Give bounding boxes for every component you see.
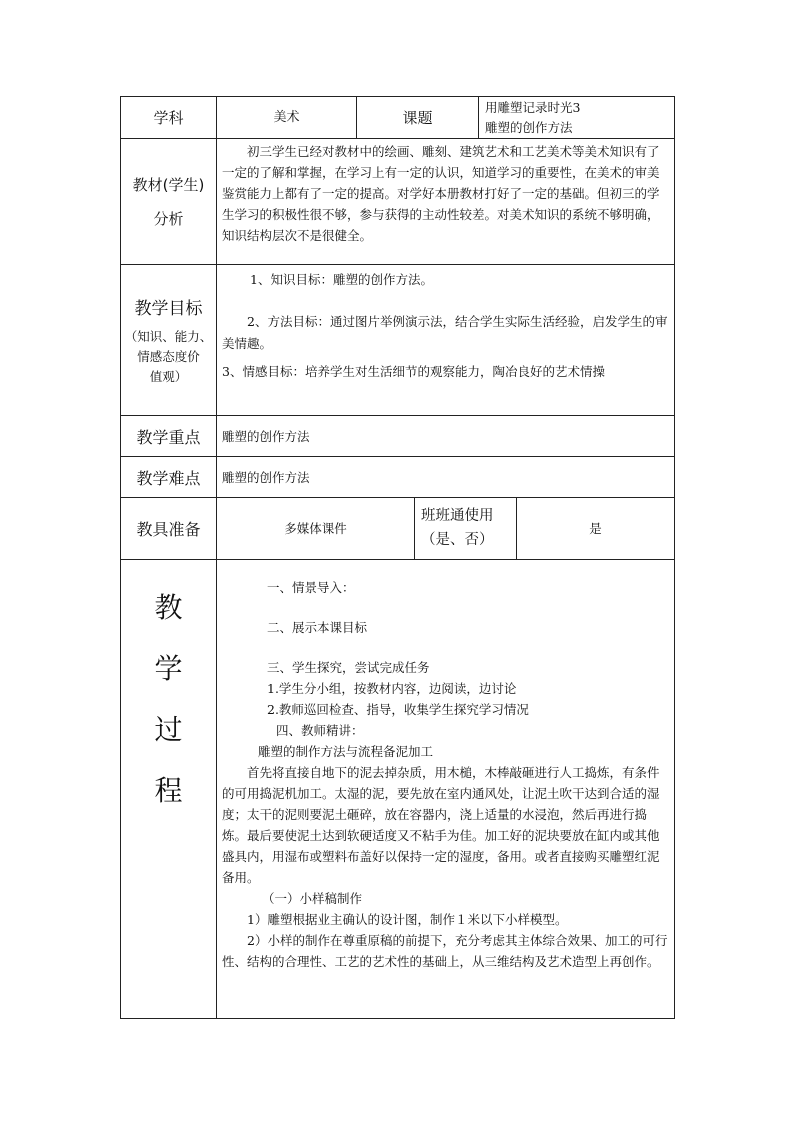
process-label [121, 560, 217, 1019]
analysis-text: 初三学生已经对教材中的绘画、雕刻、建筑艺术和工艺美术等美术知识有了一定的了解和掌握，在学习上有一定的认识，知道学习的重要性，在美术的审美鉴赏能力上都有了一定的提高。对学好本册教材打好了一定的基础。但初三的学生学习的积极性很不够，参与获得的主动性较差。对美术知识的系统不够明确，知识结构层次不是很健全。 [222, 144, 660, 243]
tools-row [121, 498, 675, 560]
tools-label: 教具准备 [121, 498, 217, 560]
lesson-plan-table [120, 96, 675, 1019]
process-row [121, 560, 675, 1019]
header-row [121, 97, 675, 139]
objectives-label-main: 教学目标 [134, 298, 203, 319]
subject-value: 美术 [217, 97, 357, 139]
analysis-label-line-2: 分析 [153, 209, 184, 228]
objectives-label [121, 265, 217, 416]
banbantong-value: 是 [517, 498, 675, 560]
analysis-text-cell [217, 139, 675, 265]
difficulty-row [121, 457, 675, 498]
process-step-3: 三、学生探究，尝试完成任务 [267, 660, 430, 675]
topic-label: 课题 [357, 97, 479, 139]
lesson-plan-document [120, 96, 674, 1022]
process-sub-1-item-2: 2）小样的制作在尊重原稿的前提下，充分考虑其主体综合效果、加工的可行性、结构的合理性、工艺的艺术性的基础上，从三维结构及艺术造型上再创作。 [222, 933, 668, 969]
subject-label: 学科 [121, 97, 217, 139]
objective-item-2: 2、方法目标：通过图片举例演示法，结合学生实际生活经验，启发学生的审美情趣。 [222, 314, 668, 351]
tools-value: 多媒体课件 [217, 498, 415, 560]
analysis-row [121, 139, 675, 265]
topic-line-1: 用雕塑记录时光3 [485, 99, 581, 115]
topic-line-2: 雕塑的创作方法 [485, 119, 573, 135]
objectives-text-cell [217, 265, 675, 416]
process-sub-1-item-1: 1）雕塑根据业主确认的设计图，制作１米以下小样模型。 [247, 912, 568, 927]
process-step-3-2: 2.教师巡回检查、指导，收集学生探究学习情况 [267, 702, 529, 717]
process-step-4-paragraph: 首先将直接自地下的泥去掉杂质，用木槌，木棒敲砸进行人工捣炼，有条件的可用捣泥机加工。太湿的泥，要先放在室内通风处，让泥土吹干达到合适的湿度；太干的泥则要泥土砸碎，放在容器内，浇上适量的水浸泡，然后再进行捣炼。最后要使泥土达到软硬适度又不粘手为佳。加工好的泥块要放在缸内或其他盛具内，用湿布或塑料布盖好以保持一定的湿度，备用。或者直接购买雕塑红泥备用。 [222, 765, 660, 885]
objectives-label-sub-1: （知识、能力、 [124, 328, 213, 344]
analysis-label [121, 139, 217, 265]
banbantong-label: 班班通使用（是、否） [415, 498, 517, 560]
process-content [217, 560, 675, 1019]
process-char-4: 程 [154, 774, 183, 807]
process-step-1: 一、情景导入： [267, 580, 355, 595]
key-point-row [121, 416, 675, 457]
objectives-row [121, 265, 675, 416]
objective-item-3: 3、情感目标：培养学生对生活细节的观察能力，陶冶良好的艺术情操 [222, 364, 605, 379]
process-char-2: 学 [154, 652, 183, 685]
key-point-value: 雕塑的创作方法 [217, 416, 675, 457]
difficulty-label: 教学难点 [121, 457, 217, 498]
key-point-label: 教学重点 [121, 416, 217, 457]
topic-value [479, 97, 675, 139]
process-step-4: 四、教师精讲： [276, 723, 364, 738]
process-step-3-1: 1.学生分小组，按教材内容，边阅读，边讨论 [267, 681, 517, 696]
objectives-label-sub-3: 值观） [149, 368, 188, 384]
analysis-label-line-1: 教材(学生) [132, 175, 205, 194]
process-step-2: 二、展示本课目标 [267, 620, 368, 635]
objectives-label-sub-2: 情感态度价 [137, 348, 200, 364]
process-char-3: 过 [154, 713, 183, 746]
difficulty-value: 雕塑的创作方法 [217, 457, 675, 498]
process-sub-1: （一）小样稿制作 [262, 891, 363, 906]
process-char-1: 教 [154, 591, 183, 624]
process-step-4-title: 雕塑的制作方法与流程备泥加工 [258, 744, 434, 759]
objective-item-1: 1、知识目标：雕塑的创作方法。 [250, 272, 433, 287]
